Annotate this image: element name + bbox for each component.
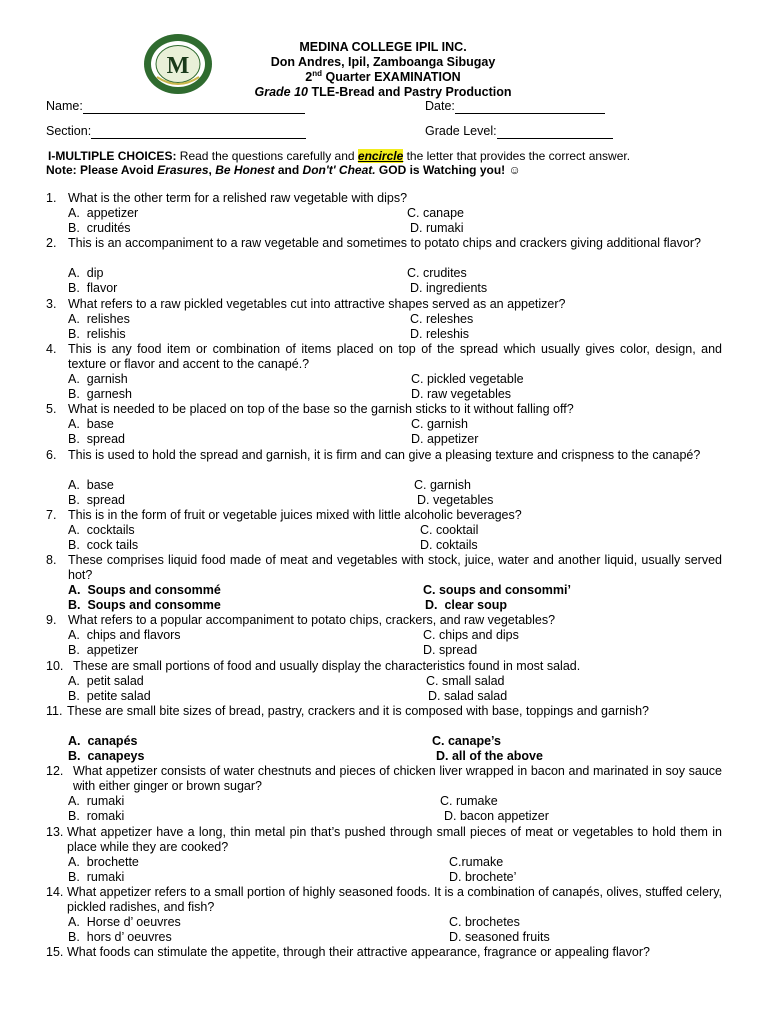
grade-label: Grade 10: [254, 85, 308, 99]
choice-c[interactable]: C. chips and dips: [423, 628, 519, 642]
choice-d[interactable]: D. vegetables: [417, 493, 494, 507]
date-field[interactable]: [425, 99, 605, 114]
quarter-title: Quarter EXAMINATION: [322, 70, 461, 84]
choice-a[interactable]: A. base: [68, 417, 114, 431]
choice-c[interactable]: C. garnish: [414, 478, 471, 492]
choice-a[interactable]: A. Soups and consommé: [68, 583, 221, 597]
choice-d[interactable]: D. seasoned fruits: [449, 930, 550, 944]
choice-c[interactable]: C.rumake: [449, 855, 504, 869]
instructions: I-MULTIPLE CHOICES: Read the questions carefully and encircle the letter that provides the correct answer.: [48, 149, 631, 163]
question-stem: These are small portions of food and usually display the characteristics found in most salad.: [73, 659, 581, 673]
question-2: 2. This is an accompaniment to a raw vegetable and sometimes to potato chips and crackers giving additional flavor?: [46, 236, 722, 251]
section-heading: I-MULTIPLE CHOICES:: [48, 149, 177, 163]
choice-b[interactable]: B. romaki: [68, 809, 125, 823]
choice-a[interactable]: A. brochette: [68, 855, 139, 869]
section-label: Section:: [46, 124, 92, 138]
choice-b[interactable]: B. garnesh: [68, 387, 132, 401]
choice-d[interactable]: D. salad salad: [428, 689, 508, 703]
choice-a[interactable]: A. chips and flavors: [68, 628, 181, 642]
choice-d[interactable]: D. brochete’: [449, 870, 517, 884]
question-3: 3. What refers to a raw pickled vegetables cut into attractive shapes served as an appetizer?: [46, 297, 722, 312]
question-1: 1. What is the other term for a relished raw vegetable with dips?: [46, 191, 722, 206]
svg-text:M: M: [166, 53, 190, 79]
question-stem: This is in the form of fruit or vegetable juices mixed with little alcoholic beverages?: [68, 508, 522, 522]
school-name: MEDINA COLLEGE IPIL INC.: [299, 40, 467, 54]
choice-b[interactable]: B. appetizer: [68, 643, 139, 657]
choice-a[interactable]: A. base: [68, 478, 114, 492]
subject-title: [200, 85, 566, 100]
choice-d[interactable]: D. coktails: [420, 538, 478, 552]
choice-b[interactable]: B. canapeys: [68, 749, 145, 763]
question-stem: What refers to a raw pickled vegetables cut into attractive shapes served as an appetizer?: [68, 297, 566, 311]
choice-a[interactable]: A. garnish: [68, 372, 128, 386]
choice-b[interactable]: B. relishis: [68, 327, 126, 341]
choice-c[interactable]: C. rumake: [440, 794, 498, 808]
note: Note: Please Avoid Erasures, Be Honest and Don't' Cheat. GOD is Watching you! ☺: [46, 163, 521, 177]
choice-a[interactable]: A. petit salad: [68, 674, 144, 688]
choice-d[interactable]: D. spread: [423, 643, 478, 657]
choice-d[interactable]: D. all of the above: [436, 749, 543, 763]
exam-title: [200, 70, 566, 85]
choice-b[interactable]: B. cock tails: [68, 538, 139, 552]
quarter-number: 2: [305, 70, 313, 84]
choice-c[interactable]: C. pickled vegetable: [411, 372, 524, 386]
choice-d[interactable]: D. raw vegetables: [411, 387, 512, 401]
choice-a[interactable]: A. canapés: [68, 734, 138, 748]
choice-b[interactable]: B. crudités: [68, 221, 131, 235]
choice-a[interactable]: A. relishes: [68, 312, 130, 326]
question-4: 4. This is any food item or combination of items placed on top of the spread which usually gives color, design, and texture or flavor and accent to the canapé.?: [46, 342, 722, 372]
subject-name: TLE-Bread and Pastry Production: [308, 85, 512, 99]
choice-d[interactable]: D. clear soup: [425, 598, 507, 612]
question-stem: What foods can stimulate the appetite, through their attractive appearance, fragrance or appealing flavor?: [67, 945, 650, 959]
choice-b[interactable]: B. petite salad: [68, 689, 151, 703]
question-14: 14. What appetizer refers to a small portion of highly seasoned foods. It is a combination of canapés, olives, stuffed celery, pickled radishes, and fish?: [46, 885, 722, 915]
question-7: 7. This is in the form of fruit or vegetable juices mixed with little alcoholic beverages?: [46, 508, 722, 523]
choice-b[interactable]: B. spread: [68, 432, 125, 446]
question-12: 12. What appetizer consists of water chestnuts and pieces of chicken liver wrapped in bacon and marinated in soy sauce with either ginger or brown sugar?: [46, 764, 722, 794]
question-11: 11. These are small bite sizes of bread, pastry, crackers and it is composed with base, toppings and garnish?: [46, 704, 722, 719]
question-15: 15. What foods can stimulate the appetite, through their attractive appearance, fragrance or appealing flavor?: [46, 945, 722, 960]
section-field[interactable]: [46, 124, 306, 139]
choice-c[interactable]: C. cooktail: [420, 523, 479, 537]
choice-d[interactable]: D. rumaki: [410, 221, 464, 235]
question-9: 9. What refers to a popular accompaniment to potato chips, crackers, and raw vegetables?: [46, 613, 722, 628]
question-stem: What appetizer consists of water chestnuts and pieces of chicken liver wrapped in bacon and marinated in soy sauce with either ginger or brown sugar?: [73, 764, 722, 794]
question-stem: This is an accompaniment to a raw vegetable and sometimes to potato chips and crackers giving additional flavor?: [68, 236, 701, 250]
grade-level-label: Grade Level:: [425, 124, 497, 138]
choice-a[interactable]: A. rumaki: [68, 794, 125, 808]
choice-d[interactable]: D. releshis: [410, 327, 470, 341]
choice-c[interactable]: C. canape’s: [432, 734, 502, 748]
choice-c[interactable]: C. canape: [407, 206, 464, 220]
choice-c[interactable]: C. soups and consommi’: [423, 583, 571, 597]
choice-c[interactable]: C. releshes: [410, 312, 474, 326]
choice-d[interactable]: D. bacon appetizer: [444, 809, 549, 823]
section-blank[interactable]: [91, 127, 306, 139]
choice-a[interactable]: A. dip: [68, 266, 104, 280]
choice-b[interactable]: B. spread: [68, 493, 125, 507]
grade-level-field[interactable]: [425, 124, 613, 139]
date-label: Date:: [425, 99, 455, 113]
choice-b[interactable]: B. flavor: [68, 281, 118, 295]
choice-c[interactable]: C. crudites: [407, 266, 467, 280]
choice-d[interactable]: D. appetizer: [411, 432, 479, 446]
choice-c[interactable]: C. brochetes: [449, 915, 520, 929]
name-label: Name:: [46, 99, 83, 113]
question-8: 8. These comprises liquid food made of meat and vegetables with stock, juice, water and another liquid, usually served hot?: [46, 553, 722, 583]
date-blank[interactable]: [455, 102, 605, 114]
choice-b[interactable]: B. hors d’ oeuvres: [68, 930, 172, 944]
question-stem: What is needed to be placed on top of the base so the garnish sticks to it without falling off?: [68, 402, 574, 416]
question-6: 6. This is used to hold the spread and garnish, it is firm and can give a pleasing texture and crispness to the canapé?: [46, 448, 722, 463]
choice-c[interactable]: C. small salad: [426, 674, 505, 688]
highlighted-word: encircle: [357, 149, 404, 163]
name-blank[interactable]: [83, 102, 305, 114]
choice-c[interactable]: C. garnish: [411, 417, 468, 431]
question-stem: What appetizer have a long, thin metal pin that’s pushed through small pieces of meat or vegetables to hold them in place while they are cooked?: [67, 825, 722, 855]
question-stem: This is any food item or combination of items placed on top of the spread which usually gives color, design, and texture or flavor and accent to the canapé.?: [68, 342, 722, 372]
choice-a[interactable]: A. Horse d’ oeuvres: [68, 915, 181, 929]
grade-level-blank[interactable]: [497, 127, 613, 139]
question-stem: These are small bite sizes of bread, pastry, crackers and it is composed with base, toppings and garnish?: [67, 704, 650, 718]
smiley-icon: ☺: [508, 163, 521, 177]
question-5: 5. What is needed to be placed on top of the base so the garnish sticks to it without falling off?: [46, 402, 722, 417]
question-stem: What is the other term for a relished raw vegetable with dips?: [68, 191, 408, 205]
school-address: Don Andres, Ipil, Zamboanga Sibugay: [270, 55, 496, 69]
question-stem: What appetizer refers to a small portion of highly seasoned foods. It is a combination of canapés, olives, stuffed celery, pickled radishes, and fish?: [67, 885, 722, 915]
choice-d[interactable]: D. ingredients: [410, 281, 488, 295]
question-stem: What refers to a popular accompaniment to potato chips, crackers, and raw vegetables?: [68, 613, 556, 627]
question-stem: This is used to hold the spread and garnish, it is firm and can give a pleasing texture and crispness to the canapé?: [68, 448, 701, 462]
question-stem: These comprises liquid food made of meat and vegetables with stock, juice, water and another liquid, usually served hot?: [68, 553, 722, 583]
choice-b[interactable]: B. Soups and consomme: [68, 598, 221, 612]
choice-a[interactable]: A. cocktails: [68, 523, 135, 537]
name-field[interactable]: [46, 99, 305, 114]
choice-b[interactable]: B. rumaki: [68, 870, 125, 884]
question-13: 13. What appetizer have a long, thin metal pin that’s pushed through small pieces of meat or vegetables to hold them in place while they are cooked?: [46, 825, 722, 855]
quarter-suffix: nd: [312, 68, 323, 78]
question-10: 10. These are small portions of food and usually display the characteristics found in most salad.: [46, 659, 722, 674]
choice-a[interactable]: A. appetizer: [68, 206, 139, 220]
